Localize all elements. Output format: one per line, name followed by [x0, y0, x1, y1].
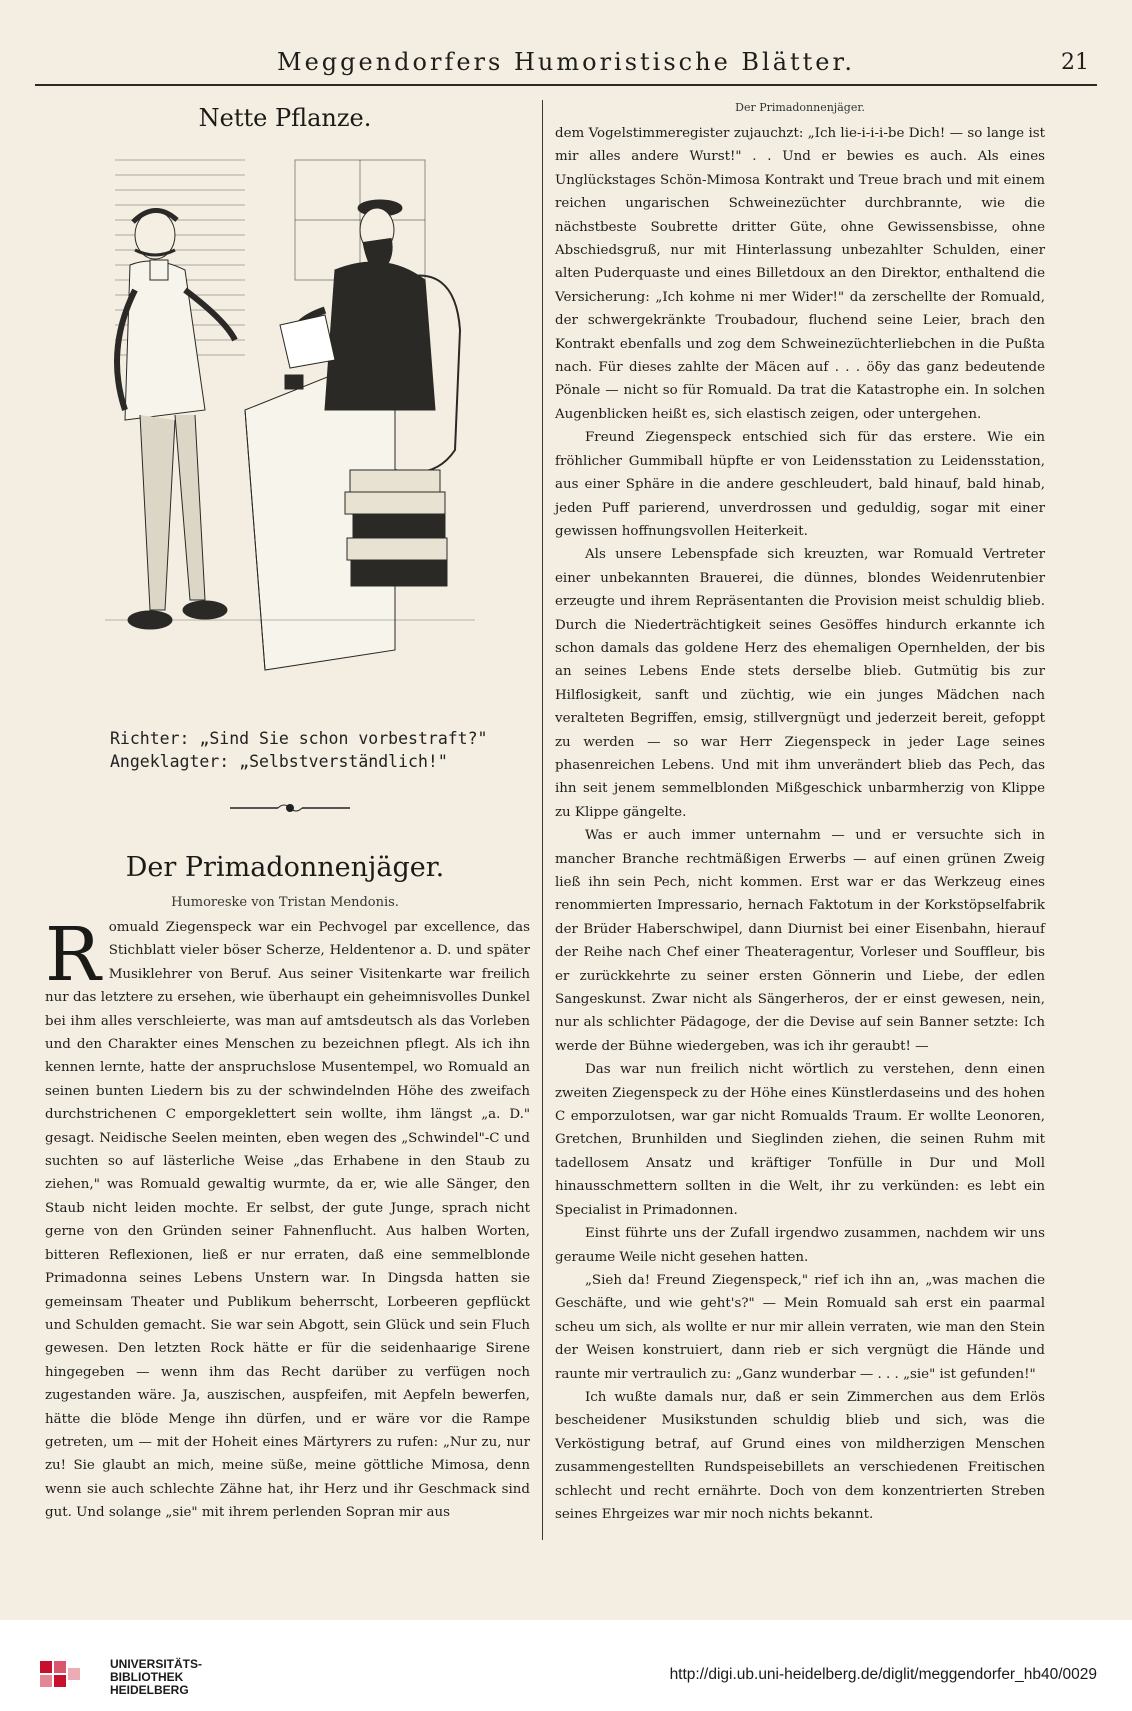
paragraph: Freund Ziegenspeck entschied sich für das erstere. Wie ein fröhlicher Gummiball hüpfte er von Leidensstation zu Leidensstation, aus einer Sphäre in die andere geschleudert, bald hinauf, bald hinab, jeden Puff parierend, unverdrossen und geduldig, sogar mit einer gewissen hoffnungsvollen Heiterkeit. [555, 430, 1045, 539]
page-header [35, 44, 1097, 86]
left-text-column [45, 912, 530, 1525]
library-name [110, 1658, 202, 1697]
column-divider [542, 100, 543, 1540]
cartoon-illustration [95, 150, 485, 705]
paragraph: Einst führte uns der Zufall irgendwo zusammen, nachdem wir uns geraume Weile nicht gesehen hatten. [555, 1226, 1045, 1265]
story-byline: Humoreske von Tristan Mendonis. [171, 895, 399, 910]
library-name-line: UNIVERSITÄTS- [110, 1657, 203, 1671]
permalink-url[interactable]: http://digi.ub.uni-heidelberg.de/diglit/meggendorfer_hb40/0029 [669, 1666, 1097, 1683]
magazine-title: Meggendorfers Humoristische Blätter. [277, 48, 855, 76]
university-library-logo [38, 1657, 98, 1697]
library-name-line: BIBLIOTHEK [110, 1670, 184, 1684]
right-text-column [555, 100, 1045, 1526]
paragraph: Was er auch immer unternahm — und er versuchte sich in mancher Branche rechtmäßigen Erwerbs — auf einen grünen Zweig ließ ihn sein Pech, nicht kommen. Erst war er das Werkzeug eines renommierten Impressario, hernach Faktotum in der Korkstöpselfabrik der Brüder Haberschwipel, dann Diurnist bei einer Eisenbahn, hierauf der Reihe nach Chef einer Theateragentur, Vorleser und Souffleur, bis er zurückkehrte zu seiner ersten Gönnerin und Liebe, der edlen Sangeskunst. Zwar nicht als Sängerheros, der er einst gewesen, nein, nur als schlichter Pädagoge, der die Devise auf sein Banner setzte: Ich werde der Bühne wiedergeben, was ich ihr geraubt! — [555, 828, 1045, 1054]
running-head: Der Primadonnenjäger. [735, 101, 865, 114]
paragraph: „Sieh da! Freund Ziegenspeck," rief ich ihn an, „was machen die Geschäfte, und wie geht's?" — Mein Romuald sah erst ein paarmal scheu um sich, als wollte er nur mir allein verraten, wie man den Stein der Weisen konstruiert, dann rieb er sich vergnügt die Hände und raunte mir vertraulich zu: „Ganz wunderbar — . . . „sie" ist gefunden!" [555, 1272, 1045, 1382]
section-ornament [230, 800, 350, 816]
cartoon-title: Nette Pflanze. [198, 104, 372, 132]
story-title: Der Primadonnenjäger. [125, 852, 445, 883]
library-footer [0, 1620, 1132, 1711]
page-number: 21 [1061, 50, 1089, 75]
caption-judge-line: Richter: „Sind Sie schon vorbestraft?" [110, 729, 488, 748]
paragraph: dem Vogelstimmeregister zujauchzt: „Ich lie-i-i-i-be Dich! — so lange ist mir alles andere Wurst!" . . Und er bewies es auch. Als eines Unglückstages Schön-Mimosa Kontrakt und Treue brach und mit einem reichen ungarischen Schweinezüchter durchbrannte, wie die nächstbeste Soubrette dritter Güte, ohne Gewissensbisse, ohne Abschiedsgruß, nur mit Hinterlassung unbezahlter Schulden, einer alten Puderquaste und eines Billetdoux an den Direktor, enthaltend die Versicherung: „Ich kohme ni mer Wider!" da zerschellte der Romuald, der schwergekränkte Troubadour, fluchend seine Leier, brach den Kontrakt ebenfalls und zog dem Schweinezüchterliebchen in die Pußta nach. Für dieses zahlte der Mäcen auf . . . öδy das ganz bedeutende Pönale — nicht so für Romuald. Da trat die Katastrophe ein. In solchen Augenblicken heißt es, sich elastisch zeigen, oder untergehen. [555, 126, 1045, 422]
cartoon-caption [110, 727, 530, 773]
paragraph: Ich wußte damals nur, daß er sein Zimmerchen aus dem Erlös bescheidener Musikstunden schuldig blieb und sich, was die Verköstigung betraf, auf Grund eines von mildherzigen Menschen zusammengestellten Rundspeisebillets an verschiedenen Freitischen schlecht und recht ernährte. Doch von dem konzentrierten Streben seines Ehrgeizes war mir noch nichts bekannt. [555, 1389, 1045, 1522]
drop-cap: R [45, 912, 101, 998]
paragraph: omuald Ziegenspeck war ein Pechvogel par excellence, das Stichblatt vieler böser Scherze, Heldentenor a. D. und später Musiklehrer von Beruf. Aus seiner Visitenkarte war freilich nur das letztere zu ersehen, wie überhaupt ein geheimnisvolles Dunkel bei ihm alles verschleierte, was man auf amtsdeutsch als das Vorleben und den Charakter eines Menschen zu bezeichnen pflegt. Als ich ihn kennen lernte, hatte der anspruchslose Musentempel, wo Romuald an seinen bunten Liedern bis zu der schwindelnden Höhe des zweifach durchstrichenen C emporgeklettert sein wollte, ihm längst „a. D." gesagt. Neidische Seelen meinten, eben wegen des „Schwindel"-C und suchten so auf lästerliche Weise „das Erhabene in den Staub zu ziehen," was Romuald gewaltig wurmte, da er, wie alle Sänger, den Staub nicht leiden mochte. Er selbst, der gute Junge, sprach nicht gerne von den Gründen seiner Fahnenflucht. Aus halben Worten, bitteren Reflexionen, ließ er nur erraten, daß eine semmelblonde Primadonna seines Lebens Unstern war. In Dingsda hatten sie gemeinsam Theater und Publikum beherrscht, Lorbeeren gepflückt und Schulden gemacht. Sie war sein Abgott, sein Glück und sein Fluch gewesen. Den letzten Rock hätte er für die seidenhaarige Sirene hingegeben — wenn ihm das Recht darüber zu verfügen noch zugestanden wäre. Ja, auszischen, auspfeifen, mit Aepfeln bewerfen, hätte die blöde Menge ihn dürfen, und er wäre vor die Rampe getreten, um — mit der Hoheit eines Märtyrers zu rufen: „Nur zu, nur zu! Sie glaubt an mich, meine süße, meine göttliche Mimosa, denn wenn sie auch schlechte Zähne hat, ihr Herz und ihr Geschmack sind gut. Und solange „sie" mit ihrem perlenden Sopran mir aus [45, 920, 530, 1521]
library-name-line: HEIDELBERG [110, 1683, 189, 1697]
caption-defendant-line: Angeklagter: „Selbstverständlich!" [110, 752, 448, 771]
paragraph: Als unsere Lebenspfade sich kreuzten, war Romuald Vertreter einer unbekannten Brauerei, die dünnes, blondes Weidenrutenbier erzeugte und ihrem Repräsentanten die Provision meist schuldig blieb. Durch die Niederträchtigkeit seines Gesöffes hindurch erkannte ich schon damals das goldene Herz des ehemaligen Opernhelden, der bis an seines Lebens Ende stets derselbe blieb. Gutmütig bis zur Hilflosigkeit, sanft und züchtig, wie ein junges Mädchen nach veralteten Begriffen, emsig, stillvergnügt und jederzeit bereit, gefoppt zu werden — so war Herr Ziegenspeck in jeder Lage seines phasenreichen Lebens. Und mit ihm unverändert blieb das Pech, das ihn seit jenem semmelblonden Mißgeschick unbarmherzig von Klippe zu Klippe gängelte. [555, 547, 1045, 820]
paragraph: Das war nun freilich nicht wörtlich zu verstehen, denn einen zweiten Ziegenspeck zu der Höhe eines Künstlerdaseins und des hohen C emporzulotsen, war gar nicht Romualds Traum. Er wollte Leonoren, Gretchen, Brunhilden und Sieglinden ziehen, die seinen Ruhm mit tadellosem Ansatz und kräftiger Tonfülle in Dur und Moll hinausschmettern sollten in die Welt, ihr zu verkünden: es lebt ein Specialist in Primadonnen. [555, 1062, 1045, 1218]
